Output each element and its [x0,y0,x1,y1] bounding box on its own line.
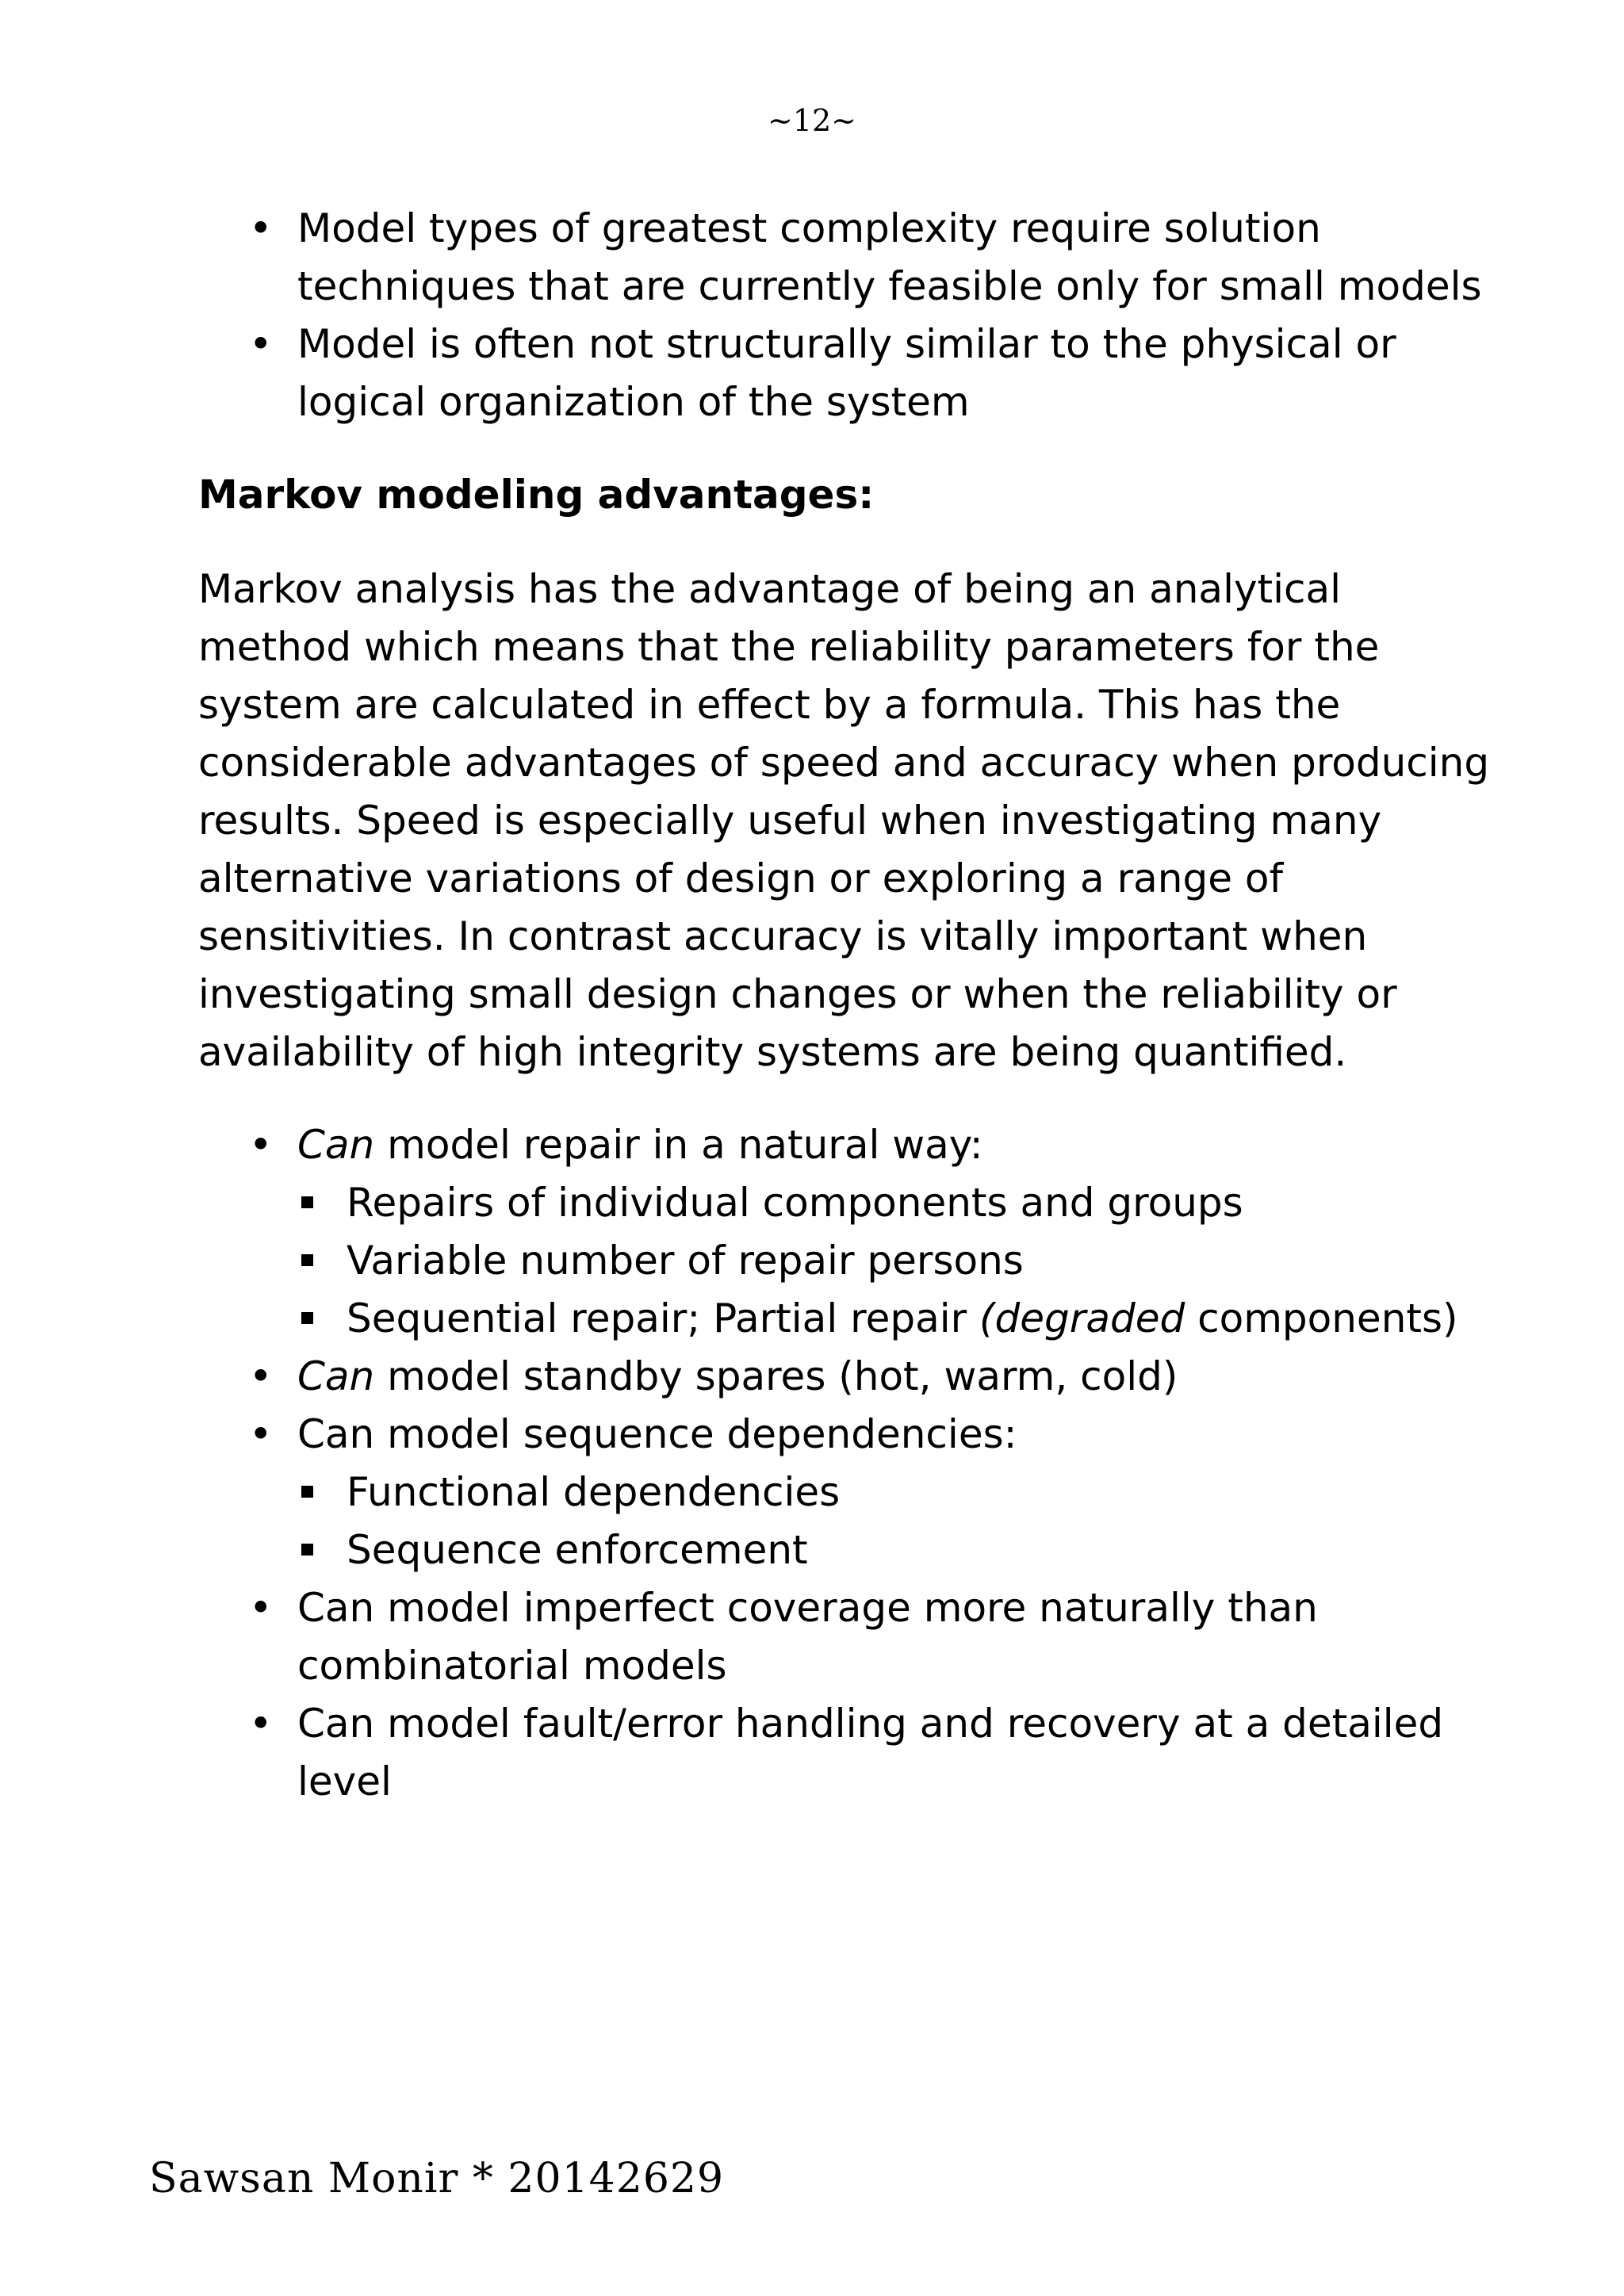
italic-degraded: (degraded [979,1295,1185,1341]
list-item-fault: • Can model fault/error handling and recovery at a detailed level [198,1695,1499,1811]
sub-item [198,1290,1499,1348]
page-content [198,200,1499,1811]
italic-can: Can [297,1122,375,1168]
list-item-text: model standby spares (hot, warm, cold) [374,1353,1178,1399]
sequence-sublist [297,1464,1499,1579]
list-item: • Model is often not structurally similar to the physical or logical organization of the system [198,316,1499,431]
list-item-standby [198,1348,1499,1406]
disadvantages-list [198,200,1499,431]
italic-can: Can [297,1353,375,1399]
sub-item: Variable number of repair persons [198,1232,1499,1290]
list-item-sequence [198,1406,1499,1579]
repair-sublist [297,1174,1499,1348]
list-item-text: model repair in a natural way: [374,1122,983,1168]
sub-item: Functional dependencies [198,1464,1499,1521]
sub-item-text: components) [1185,1295,1458,1341]
list-item: • Model types of greatest complexity require solution techniques that are currently feasible only for small models [198,200,1499,316]
page-number: ~12~ [767,103,857,138]
footer-author: Sawsan Monir * 20142629 [149,2155,725,2202]
list-item-coverage: • Can model imperfect coverage more naturally than combinatorial models [198,1579,1499,1695]
advantages-paragraph: Markov analysis has the advantage of being an analytical method which means that the reliability parameters for the system are calculated in effect by a formula. This has the considerable advantages of speed and accuracy when producing results. Speed is especially useful when investigating many alternative variations of design or exploring a range of sensitivities. In contrast accuracy is vitally important when investigating small design changes or when the reliability or availability of high integrity systems are being quantified. [198,566,1490,1075]
section-heading: Markov modeling advantages: [198,472,875,518]
list-item-repair [198,1116,1499,1348]
sub-item: Repairs of individual components and groups [198,1174,1499,1232]
list-item-text: Can model sequence dependencies: [297,1411,1017,1457]
sub-item: Sequence enforcement [198,1521,1499,1579]
advantages-list [198,1116,1499,1811]
sub-item-text: Sequential repair; Partial repair [347,1295,980,1341]
